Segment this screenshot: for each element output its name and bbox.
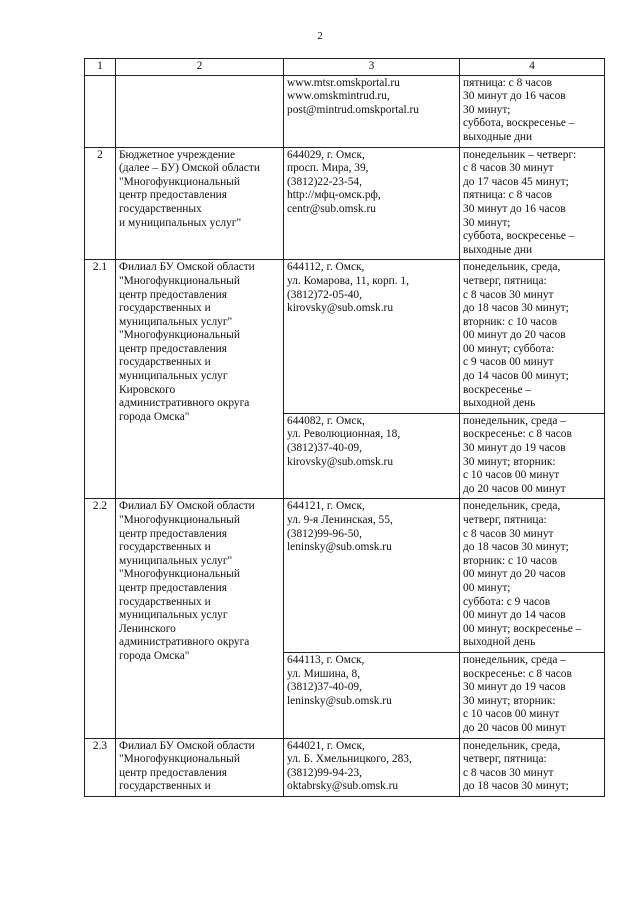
institution-name: Филиал БУ Омской области "Многофункциональный центр предоставления государственных и муниципальных услуг" "Многофункциональный центр предоставления государственных и муниципальных услуг Кировского административного округа города Омска" (116, 260, 284, 499)
table-header-row (85, 59, 605, 76)
institution-name: Бюджетное учреждение (далее – БУ) Омской области "Многофункциональный центр предоставления государственных и муниципальных услуг" (116, 147, 284, 260)
table-row (85, 147, 605, 260)
working-hours: пятница: с 8 часов 30 минут до 16 часов 30 минут; суббота, воскресенье – выходные дни (460, 75, 605, 147)
row-number (85, 75, 116, 147)
row-number: 2.3 (85, 738, 116, 796)
table-row (85, 499, 605, 653)
working-hours: понедельник, среда, четверг, пятница: с 8 часов 30 минут до 18 часов 30 минут; вторник: с 10 часов 00 минут до 20 часов 00 минут; суббота: с 9 часов 00 минут до 14 часов 00 минут; воскресенье – выходной день (460, 499, 605, 653)
institution-address: 644113, г. Омск, ул. Мишина, 8, (3812)37-40-09, leninsky@sub.omsk.ru (284, 652, 460, 738)
institution-address: www.mtsr.omskportal.ru www.omskmintrud.ru, post@mintrud.omskportal.ru (284, 75, 460, 147)
row-number: 2 (85, 147, 116, 260)
institution-name (116, 75, 284, 147)
working-hours: понедельник – четверг: с 8 часов 30 минут до 17 часов 45 минут; пятница: с 8 часов 30 минут до 16 часов 30 минут; суббота, воскресенье – выходные дни (460, 147, 605, 260)
table-row (85, 75, 605, 147)
institution-name: Филиал БУ Омской области "Многофункциональный центр предоставления государственных и муниципальных услуг" "Многофункциональный центр предоставления государственных и муниципальных услуг Ленинского административного округа города Омска" (116, 499, 284, 738)
institution-address: 644029, г. Омск, просп. Мира, 39, (3812)22-23-54, http://мфц-омск.рф, centr@sub.omsk.ru (284, 147, 460, 260)
column-header: 1 (85, 59, 116, 76)
column-header: 3 (284, 59, 460, 76)
page-number: 2 (317, 30, 323, 42)
table-row (85, 738, 605, 796)
institution-address: 644082, г. Омск, ул. Революционная, 18, (3812)37-40-09, kirovsky@sub.omsk.ru (284, 413, 460, 499)
institution-address: 644021, г. Омск, ул. Б. Хмельницкого, 283, (3812)99-94-23, oktabrsky@sub.omsk.ru (284, 738, 460, 796)
column-header: 2 (116, 59, 284, 76)
working-hours: понедельник, среда, четверг, пятница: с 8 часов 30 минут до 18 часов 30 минут; вторник: с 10 часов 00 минут до 20 часов 00 минут; суббота: с 9 часов 00 минут до 14 часов 00 минут; воскресенье – выходной день (460, 260, 605, 414)
institutions-table (84, 58, 605, 797)
row-number: 2.1 (85, 260, 116, 499)
institution-address: 644112, г. Омск, ул. Комарова, 11, корп. 1, (3812)72-05-40, kirovsky@sub.omsk.ru (284, 260, 460, 414)
table-row (85, 260, 605, 414)
row-number: 2.2 (85, 499, 116, 738)
institution-address: 644121, г. Омск, ул. 9-я Ленинская, 55, (3812)99-96-50, leninsky@sub.omsk.ru (284, 499, 460, 653)
column-header: 4 (460, 59, 605, 76)
working-hours: понедельник, среда – воскресенье: с 8 часов 30 минут до 19 часов 30 минут; вторник: с 10 часов 00 минут до 20 часов 00 минут (460, 652, 605, 738)
working-hours: понедельник, среда, четверг, пятница: с 8 часов 30 минут до 18 часов 30 минут; (460, 738, 605, 796)
institution-name: Филиал БУ Омской области "Многофункциональный центр предоставления государственных и (116, 738, 284, 796)
working-hours: понедельник, среда – воскресенье: с 8 часов 30 минут до 19 часов 30 минут; вторник: с 10 часов 00 минут до 20 часов 00 минут (460, 413, 605, 499)
